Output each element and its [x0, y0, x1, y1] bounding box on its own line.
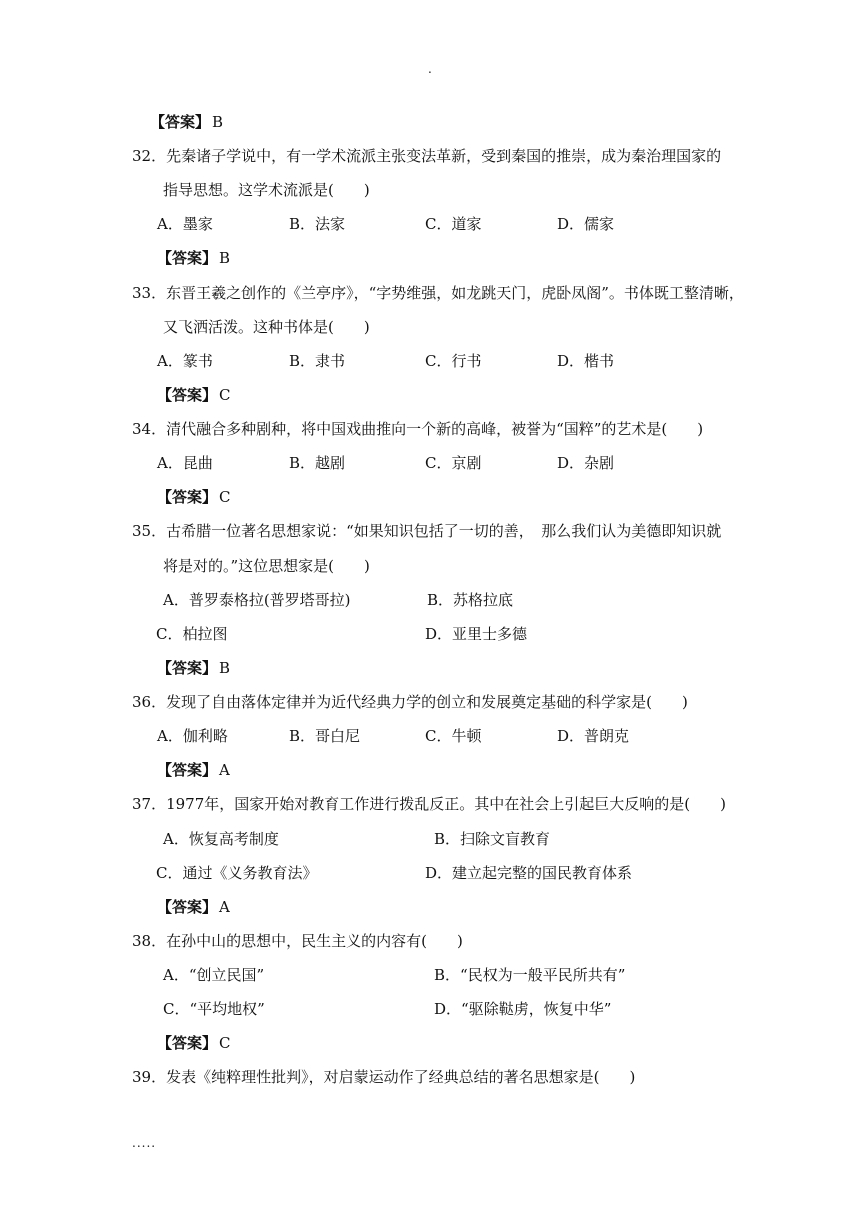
question-37-option-c: C．通过《义务教育法》 — [156, 864, 318, 882]
answer-35 — [157, 658, 230, 678]
question-36-option-d: D．普朗克 — [557, 727, 630, 745]
question-33-text-cont: 又飞洒活泼。这种书体是( ) — [163, 318, 370, 336]
question-38-option-b: B．“民权为一般平民所共有” — [434, 966, 626, 984]
question-33-option-b: B．隶书 — [289, 352, 346, 370]
footer-mark: ..... — [132, 1136, 157, 1150]
question-32-option-d: D．儒家 — [557, 215, 615, 233]
question-32-text: 32．先秦诸子学说中，有一学术流派主张变法革新，受到秦国的推崇，成为秦治理国家的 — [132, 147, 722, 165]
answer-31 — [150, 112, 223, 132]
header-mark: . — [428, 62, 432, 76]
question-38-text: 38．在孙中山的思想中，民生主义的内容有( ) — [132, 932, 463, 950]
answer-value: A — [219, 761, 230, 779]
question-38-option-d: D．“驱除鞑虏，恢复中华” — [434, 1000, 612, 1018]
answer-33 — [157, 385, 231, 405]
answer-37 — [157, 897, 230, 917]
answer-36 — [157, 760, 230, 780]
answer-value: C — [219, 1034, 231, 1052]
question-35-option-a: A．普罗泰格拉(普罗塔哥拉) — [163, 591, 351, 609]
question-35-option-b: B．苏格拉底 — [427, 591, 514, 609]
answer-label: 【答案】 — [157, 1034, 218, 1052]
question-37-option-b: B．扫除文盲教育 — [434, 830, 551, 848]
question-32-option-b: B．法家 — [289, 215, 346, 233]
question-33-option-a: A．篆书 — [157, 352, 213, 370]
question-32-option-a: A．墨家 — [157, 215, 213, 233]
answer-label: 【答案】 — [157, 386, 218, 404]
question-38-option-a: A．“创立民国” — [163, 966, 265, 984]
question-34-option-a: A．昆曲 — [157, 454, 213, 472]
answer-32 — [157, 248, 230, 268]
answer-value: A — [219, 898, 230, 916]
question-37-option-d: D．建立起完整的国民教育体系 — [425, 864, 633, 882]
answer-value: B — [212, 113, 224, 131]
question-38-option-c: C．“平均地权” — [163, 1000, 265, 1018]
question-36-option-c: C．牛顿 — [425, 727, 482, 745]
answer-38 — [157, 1033, 231, 1053]
answer-value: B — [219, 249, 231, 267]
answer-value: B — [219, 659, 231, 677]
answer-label: 【答案】 — [157, 659, 218, 677]
question-35-text-cont: 将是对的。”这位思想家是( ) — [163, 557, 370, 575]
answer-value: C — [219, 386, 231, 404]
answer-value: C — [219, 488, 231, 506]
question-33-option-d: D．楷书 — [557, 352, 615, 370]
question-39-text: 39．发表《纯粹理性批判》，对启蒙运动作了经典总结的著名思想家是( ) — [132, 1068, 636, 1086]
answer-label: 【答案】 — [157, 488, 218, 506]
question-36-text: 36．发现了自由落体定律并为近代经典力学的创立和发展奠定基础的科学家是( ) — [132, 693, 688, 711]
question-35-text: 35．古希腊一位著名思想家说：“如果知识包括了一切的善， 那么我们认为美德即知识就 — [132, 522, 722, 540]
question-33-text: 33．东晋王羲之创作的《兰亭序》，“字势维强，如龙跳天门，虎卧凤阁”。书体既工整清晰， — [132, 284, 744, 302]
question-37-option-a: A．恢复高考制度 — [163, 830, 279, 848]
question-32-text-cont: 指导思想。这学术流派是( ) — [163, 181, 370, 199]
question-35-option-c: C．柏拉图 — [156, 625, 228, 643]
answer-label: 【答案】 — [157, 761, 218, 779]
answer-label: 【答案】 — [157, 249, 218, 267]
answer-label: 【答案】 — [150, 113, 211, 131]
question-33-option-c: C．行书 — [425, 352, 482, 370]
question-35-option-d: D．亚里士多德 — [425, 625, 528, 643]
question-34-option-d: D．杂剧 — [557, 454, 615, 472]
question-36-option-b: B．哥白尼 — [289, 727, 361, 745]
question-34-option-c: C．京剧 — [425, 454, 482, 472]
question-34-option-b: B．越剧 — [289, 454, 346, 472]
question-36-option-a: A．伽利略 — [157, 727, 228, 745]
question-34-text: 34．清代融合多种剧种，将中国戏曲推向一个新的高峰，被誉为“国粹”的艺术是( ) — [132, 420, 704, 438]
answer-34 — [157, 487, 231, 507]
question-32-option-c: C．道家 — [425, 215, 482, 233]
answer-label: 【答案】 — [157, 898, 218, 916]
question-37-text: 37．1977年，国家开始对教育工作进行拨乱反正。其中在社会上引起巨大反响的是( ) — [132, 795, 726, 813]
